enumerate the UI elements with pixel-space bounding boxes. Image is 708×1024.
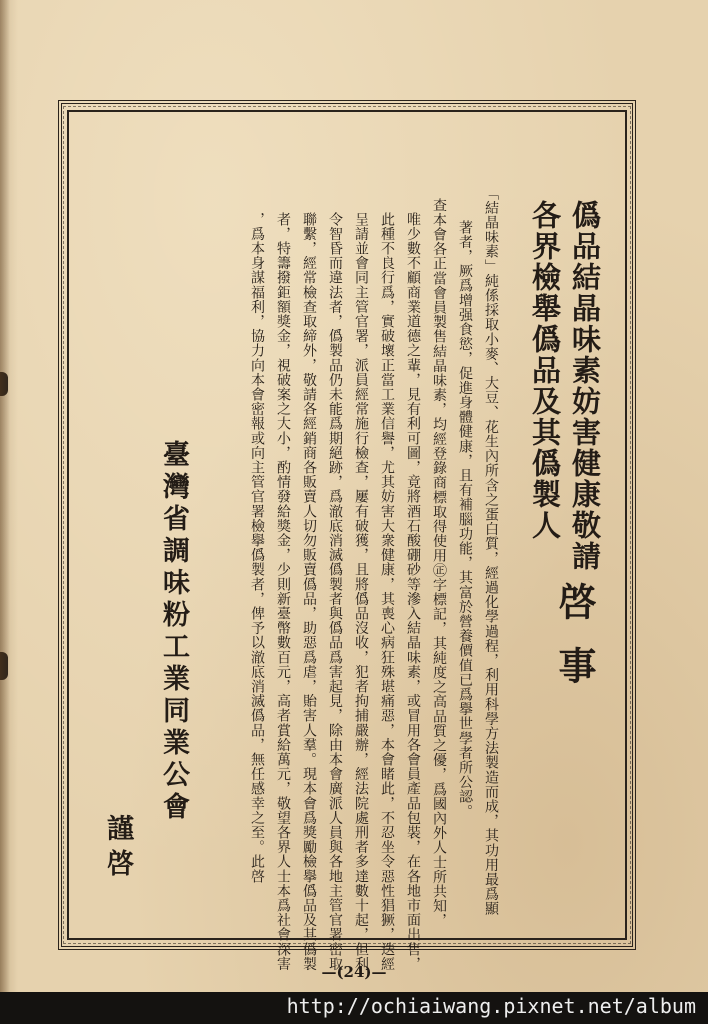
signature-closing: 謹啓 (102, 814, 133, 884)
notice-title-line1: 僞品結晶味素妨害健康敬請 (568, 200, 602, 572)
page-number: —(24)— (321, 963, 387, 981)
notice-body-column-8: 聯繫，經常檢查取締外，敬請各經銷商各販賣人切勿販賣僞品，助惡爲虐，貽害人羣。現本會爲獎勵檢擧僞品及其僞製 (301, 212, 317, 972)
notice-label: 啓事 (552, 582, 597, 710)
notice-body-column-2: 著者，厥爲增强食慾，促進身體健康，且有補腦功能，其富於營養價值已爲擧世學者所公認。 (457, 220, 473, 819)
notice-body-column-9: 者，特籌撥鉅額獎金，視破案之大小，酌情發給獎金，少則新臺幣數百元，高者賞給萬元，敬望各界人士本爲社會深害 (275, 212, 291, 972)
notice-body-column-10: ，爲本身謀福利，協力向本會密報或向主管官署檢擧僞製者，俾予以澈底消滅僞品，無任感幸之至。此啓 (249, 212, 265, 884)
notice-body-column-7: 令智昏而違法者，僞製品仍未能爲期絕跡，爲澈底消滅僞製者與僞品爲害起見，除由本會廣派人員與各地主管官署密取 (327, 212, 343, 972)
watermark-bar (0, 992, 708, 1024)
signature-organization: 臺灣省調味粉工業同業公會 (158, 440, 189, 824)
notice-body-column-5: 此種不良行爲，實破壞正當工業信譽，尤其妨害大衆健康，其喪心病狂殊堪痛惡，本會睹此，不忍坐令惡性猖獗，迭經 (379, 212, 395, 972)
page-edge-damage (0, 652, 8, 680)
notice-body-column-1: 「結晶味素」純係採取小麥、大豆、花生內所含之蛋白質，經過化學過程，利用科學方法製造而成，其功用最爲顯 (483, 186, 499, 916)
notice-body-column-4: 唯少數不顧商業道德之輩，見有利可圖，竟將酒石酸硼砂等滲入結晶味素，或冒用各會員產品包裝，在各地市面出售， (405, 212, 421, 972)
page-edge-damage (0, 372, 8, 396)
notice-body-column-3: 查本會各正當會員製售結晶味素，均經登錄商標取得使用㊣字標記，其純度之高品質之優，爲國內外人士所共知， (431, 198, 447, 928)
watermark-url: http://ochiaiwang.pixnet.net/album (286, 994, 696, 1018)
notice-title-line2: 各界檢舉僞品及其僞製人 (528, 200, 562, 541)
notice-body-column-6: 呈請並會同主管官署，派員經常施行檢查，屢有破獲，且將僞品沒收，犯者拘捕嚴辦，經法院處刑者多達數十起，但利 (353, 212, 369, 972)
